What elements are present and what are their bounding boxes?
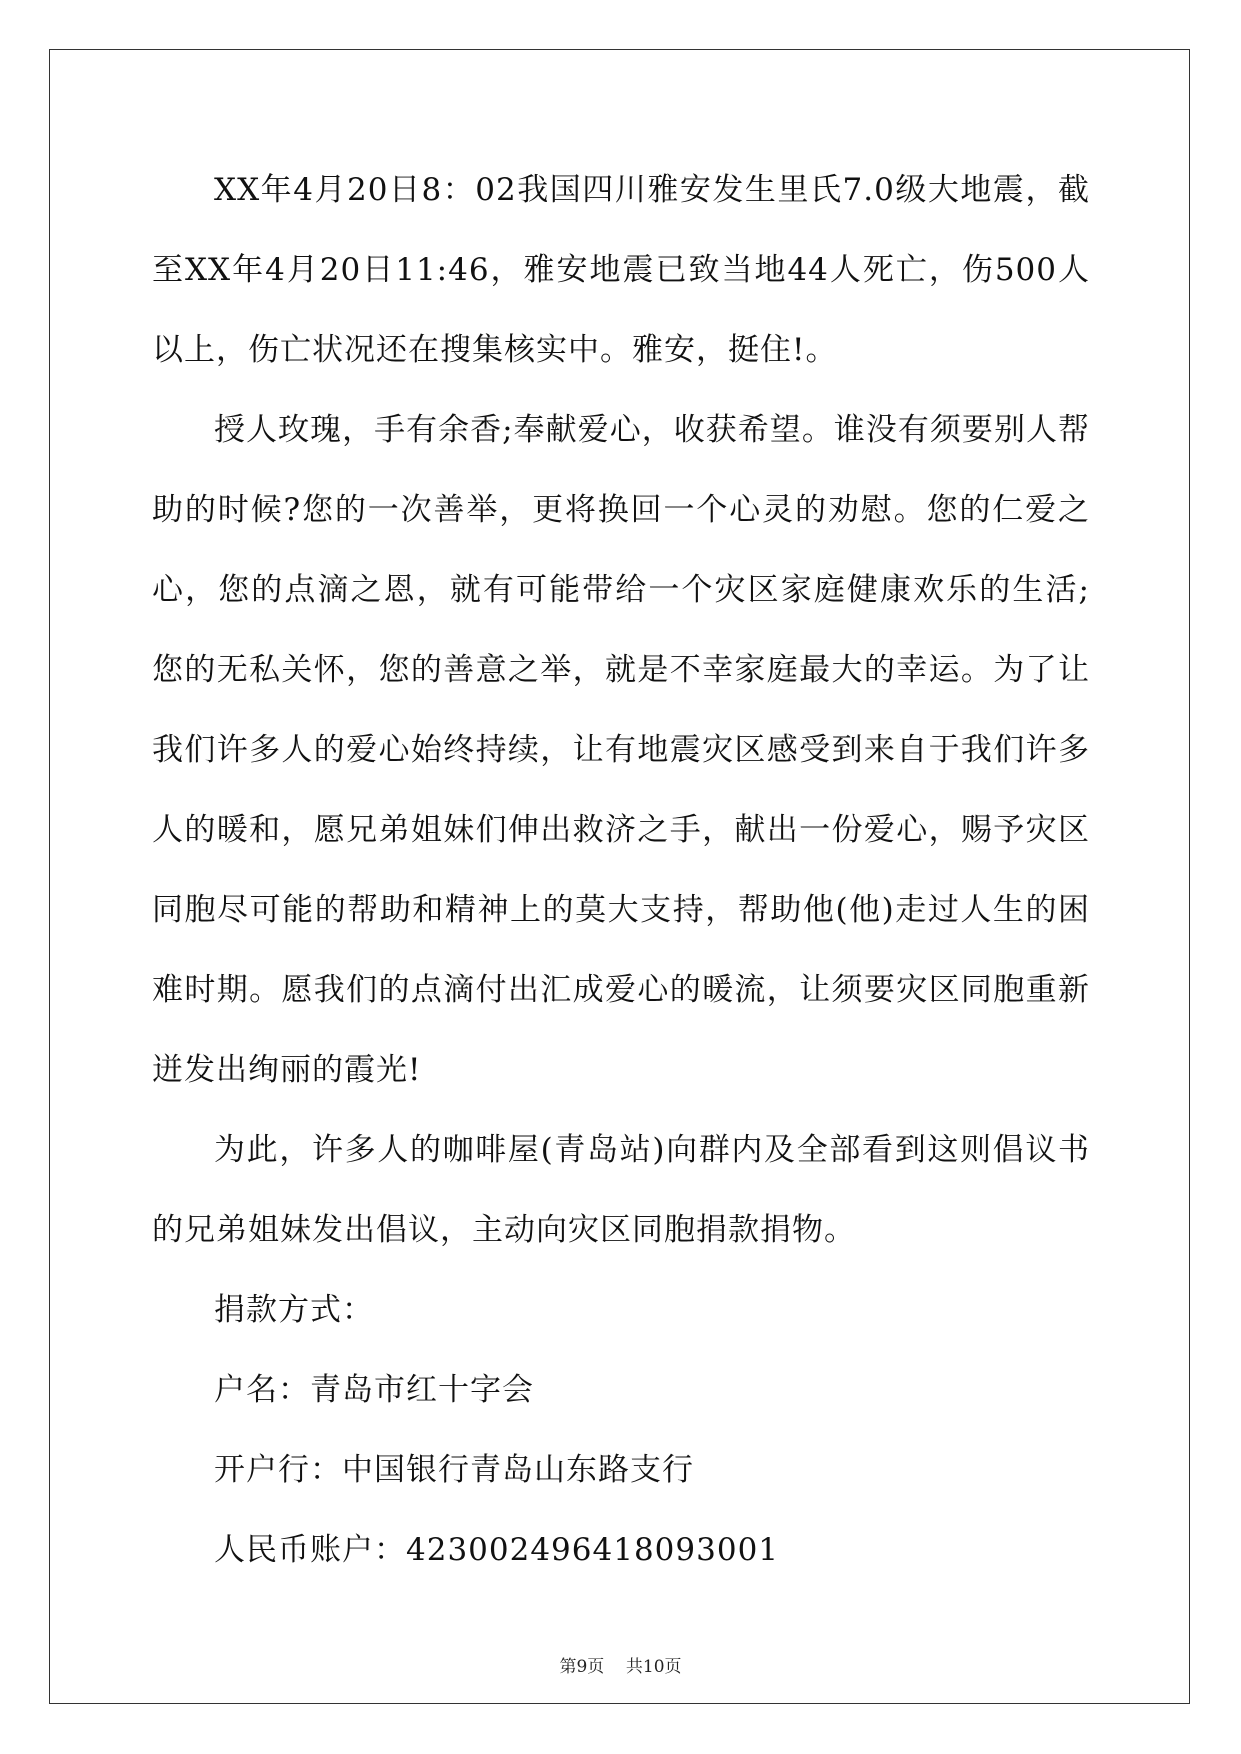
page-total: 共10页: [625, 1657, 682, 1677]
footer-spacer: [604, 1657, 626, 1677]
account-name: 户名：青岛市红十字会: [214, 1372, 534, 1408]
donation-method-heading: 捐款方式：: [214, 1292, 374, 1328]
page-footer: [0, 1652, 1241, 1677]
page-number: 第9页: [559, 1657, 605, 1677]
paragraph-earthquake-report: XX年4月20日8：02我国四川雅安发生里氏7.0级大地震，截至XX年4月20日11:46，雅安地震已致当地44人死亡，伤500人以上，伤亡状况还在搜集核实中。雅安，挺住!。: [152, 172, 1090, 368]
document-body: [152, 150, 1090, 1590]
account-number: 人民币账户：423002496418093001: [214, 1532, 780, 1568]
paragraph-initiative: 为此，许多人的咖啡屋(青岛站)向群内及全部看到这则倡议书的兄弟姐妹发出倡议，主动向灾区同胞捐款捐物。: [152, 1132, 1090, 1248]
paragraph-appeal: 授人玫瑰，手有余香;奉献爱心，收获希望。谁没有须要别人帮助的时候?您的一次善举，更将换回一个心灵的劝慰。您的仁爱之心，您的点滴之恩，就有可能带给一个灾区家庭健康欢乐的生活;您的无私关怀，您的善意之举，就是不幸家庭最大的幸运。为了让我们许多人的爱心始终持续，让有地震灾区感受到来自于我们许多人的暖和，愿兄弟姐妹们伸出救济之手，献出一份爱心，赐予灾区同胞尽可能的帮助和精神上的莫大支持，帮助他(他)走过人生的困难时期。愿我们的点滴付出汇成爱心的暖流，让须要灾区同胞重新迸发出绚丽的霞光!: [152, 412, 1090, 1088]
account-bank: 开户行：中国银行青岛山东路支行: [214, 1452, 694, 1488]
